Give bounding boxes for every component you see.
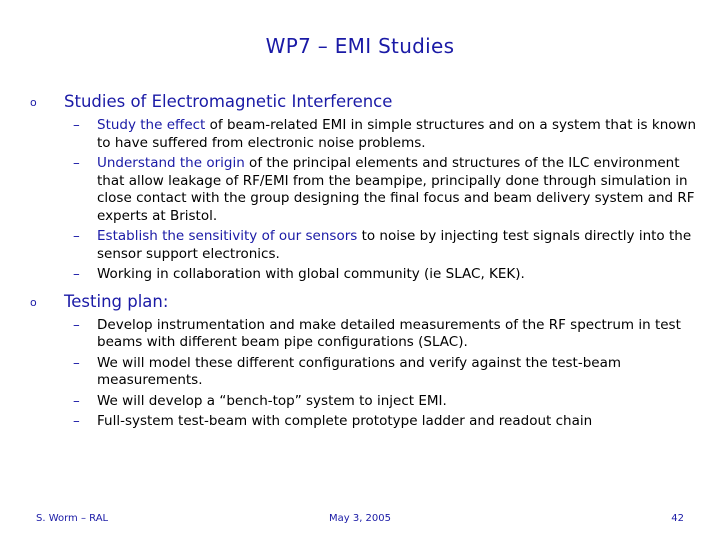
- item-text: Develop instrumentation and make detailed measurements of the RF spectrum in test beams with different beam pipe configurations (SLAC).: [97, 316, 681, 350]
- dash-bullet: –: [73, 228, 80, 244]
- dash-bullet: –: [73, 354, 80, 371]
- item-text: to noise by injecting test signals directly into the sensor support electronics.: [97, 228, 692, 262]
- slide-content: [30, 86, 700, 437]
- list-item: [73, 413, 700, 431]
- section-emi-items: [73, 117, 700, 284]
- section-heading-text: Testing plan:: [64, 291, 169, 311]
- item-text: Full-system test-beam with complete prototype ladder and readout chain: [97, 413, 593, 429]
- item-emphasis: Understand the origin: [97, 155, 245, 171]
- list-item: [73, 317, 700, 352]
- item-text: We will model these different configurations and verify against the test-beam measurements.: [97, 354, 622, 388]
- section-heading-emi: [30, 90, 700, 114]
- section-heading-testing: [30, 290, 700, 314]
- dash-bullet: –: [73, 316, 80, 333]
- section-heading-text: Studies of Electromagnetic Interference: [64, 92, 393, 111]
- list-item: [73, 117, 700, 152]
- item-emphasis: Study the effect: [97, 117, 206, 133]
- dash-bullet: –: [73, 392, 80, 409]
- section-testing-items: [73, 317, 700, 431]
- dash-bullet: –: [73, 155, 80, 171]
- item-emphasis: Establish the sensitivity of our sensors: [97, 228, 358, 244]
- item-text: of the principal elements and structures of the ILC environment that allow leakage of RF/EMI from the beampipe, principally done through simulation in close contact with the group designing the final focus and beam delivery system and RF experts at Bristol.: [97, 155, 695, 224]
- dash-bullet: –: [73, 266, 80, 282]
- list-item: [73, 266, 700, 284]
- bullet-icon: o: [30, 96, 37, 109]
- list-item: [73, 155, 700, 225]
- footer-page-number: 42: [671, 513, 684, 524]
- list-item: [73, 393, 700, 411]
- list-item: [73, 228, 700, 263]
- item-text: Working in collaboration with global community (ie SLAC, KEK).: [97, 266, 525, 282]
- item-text: We will develop a “bench-top” system to inject EMI.: [97, 392, 447, 409]
- dash-bullet: –: [73, 413, 80, 429]
- dash-bullet: –: [73, 117, 80, 133]
- list-item: [73, 355, 700, 390]
- footer-author: S. Worm – RAL: [36, 513, 109, 524]
- slide-title: WP7 – EMI Studies: [265, 34, 455, 58]
- bullet-icon: o: [30, 295, 37, 309]
- footer-date: May 3, 2005: [328, 513, 392, 524]
- item-text: of beam-related EMI in simple structures and on a system that is known to have suffered from electronic noise problems.: [97, 117, 697, 151]
